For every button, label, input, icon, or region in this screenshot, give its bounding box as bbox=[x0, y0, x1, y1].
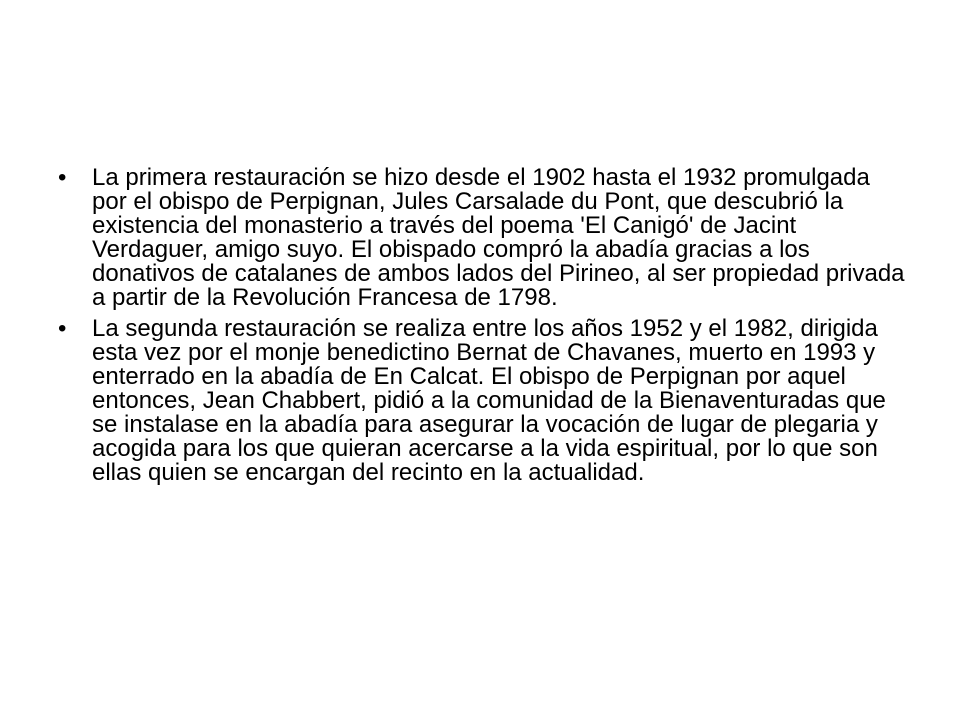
bullet-item-first-restoration bbox=[58, 166, 908, 310]
bullet-list bbox=[58, 166, 908, 485]
bullet-marker: • bbox=[58, 315, 67, 342]
bullet-marker: • bbox=[58, 164, 67, 191]
bullet-text: La segunda restauración se realiza entre los años 1952 y el 1982, dirigida esta vez por el monje benedictino Bernat de Chavanes, muerto en 1993 y enterrado en la abadía de En Calcat. El obispo de Perpignan por aquel entonces, Jean Chabbert, pidió a la comunidad de la Bienaventuradas que se instalase en la abadía para asegurar la vocación de lugar de plegaria y acogida para los que quieran acercarse a la vida espiritual, por lo que son ellas quien se encargan del recinto en la actualidad. bbox=[92, 315, 886, 486]
slide-body bbox=[58, 166, 908, 492]
bullet-text: La primera restauración se hizo desde el 1902 hasta el 1932 promulgada por el obispo de Perpignan, Jules Carsalade du Pont, que descubrió la existencia del monasterio a través del poema 'El Canigó' de Jacint Verdaguer, amigo suyo. El obispado compró la abadía gracias a los donativos de catalanes de ambos lados del Pirineo, al ser propiedad privada a partir de la Revolución Francesa de 1798. bbox=[92, 164, 905, 311]
bullet-item-second-restoration bbox=[58, 317, 908, 485]
